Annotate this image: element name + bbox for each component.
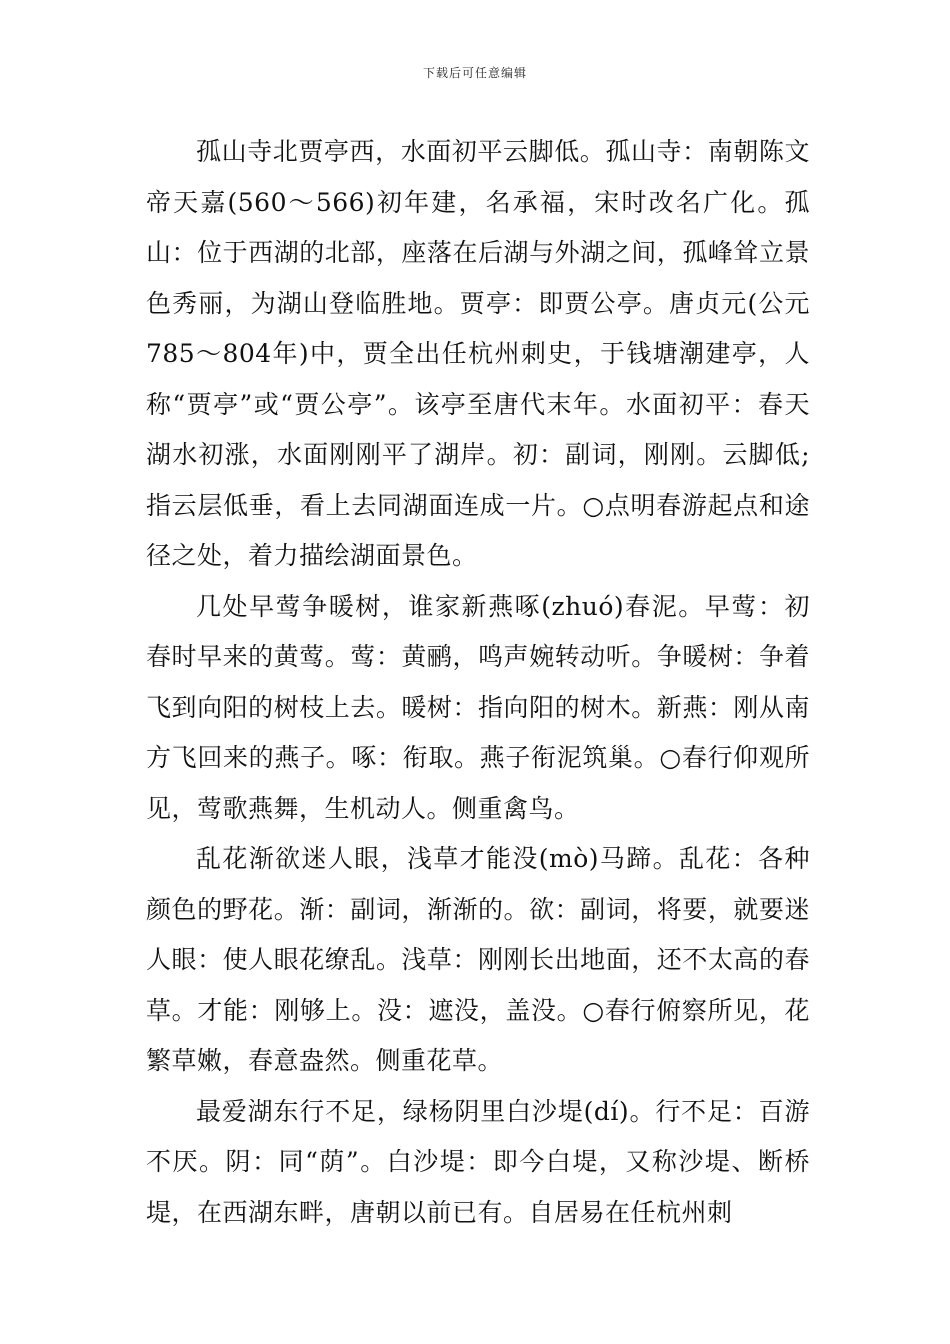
paragraph: 最爱湖东行不足，绿杨阴里白沙堤(dí)。行不足：百游不厌。阴：同“荫”。白沙堤：即今白堤，又称沙堤、断桥堤，在西湖东畔，唐朝以前已有。自居易在任杭州刺 xyxy=(146,1096,810,1227)
body-text xyxy=(146,127,810,1238)
paragraph: 几处早莺争暖树，谁家新燕啄(zhuó)春泥。早莺：初春时早来的黄莺。莺：黄鹂，鸣声婉转动听。争暖树：争着飞到向阳的树枝上去。暖树：指向阳的树木。新燕：刚从南方飞回来的燕子。啄：衔取。燕子衔泥筑巢。○春行仰观所见，莺歌燕舞，生机动人。侧重禽鸟。 xyxy=(146,591,810,823)
paragraph: 乱花渐欲迷人眼，浅草才能没(mò)马蹄。乱花：各种颜色的野花。渐：副词，渐渐的。欲：副词，将要，就要迷人眼：使人眼花缭乱。浅草：刚刚长出地面，还不太高的春草。才能：刚够上。没：遮没，盖没。○春行俯察所见，花繁草嫩，春意盎然。侧重花草。 xyxy=(146,844,810,1075)
page-header: 下载后可任意编辑 xyxy=(422,66,527,80)
paragraph: 孤山寺北贾亭西，水面初平云脚低。孤山寺：南朝陈文帝天嘉(560～566)初年建，名承福，宋时改名广化。孤山：位于西湖的北部，座落在后湖与外湖之间，孤峰耸立景色秀丽，为湖山登临胜地。贾亭：即贾公亭。唐贞元(公元785～804年)中，贾全出任杭州刺史，于钱塘潮建亭，人称“贾亭”或“贾公亭”。该亭至唐代末年。水面初平：春天湖水初涨，水面刚刚平了湖岸。初：副词，刚刚。云脚低;指云层低垂，看上去同湖面连成一片。○点明春游起点和途径之处，着力描绘湖面景色。 xyxy=(146,137,810,570)
